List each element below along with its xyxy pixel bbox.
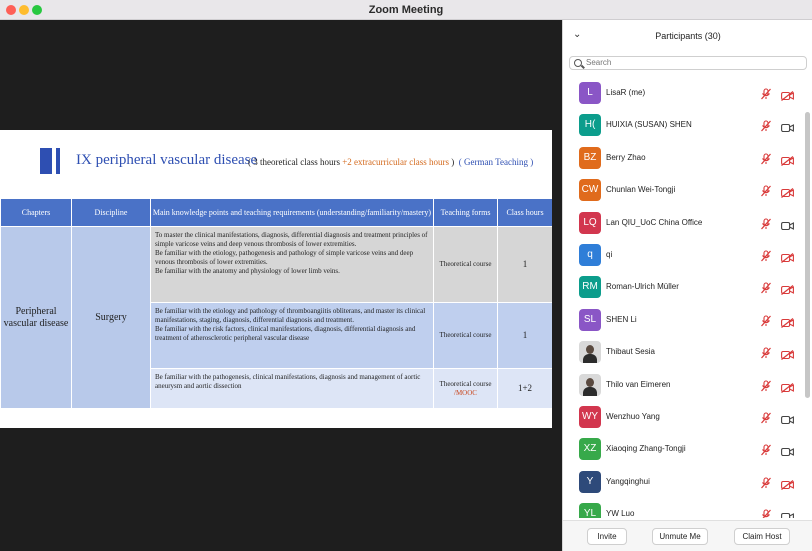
participant-row[interactable]: [563, 208, 807, 240]
participant-row[interactable]: [563, 143, 807, 175]
participant-name: YW Luo: [606, 509, 635, 518]
participant-list-scrollbar[interactable]: [805, 112, 810, 398]
video-icon: [781, 120, 794, 130]
hours-cell: 1: [498, 303, 553, 369]
slide-meta-hours: ( 3 theoretical class hours: [248, 157, 343, 167]
form-cell: [434, 369, 498, 409]
participant-name: Roman-Ulrich Müller: [606, 282, 679, 292]
window-title: Zoom Meeting: [368, 4, 444, 16]
participant-name: Yangqinghui: [606, 476, 650, 486]
avatar-initials: LQ: [583, 216, 597, 228]
title-bar: [0, 0, 812, 20]
video-icon: [781, 444, 794, 454]
mic-muted-icon: [760, 87, 772, 99]
avatar: [579, 309, 601, 331]
avatar: [579, 244, 601, 266]
header-knowledge: Main knowledge points and teaching requirements (understanding/familiarity/mastery): [151, 199, 434, 227]
avatar-initials: CW: [581, 184, 599, 196]
form-extra-text: /MOOC: [454, 388, 477, 397]
video-off-icon: [781, 153, 794, 163]
avatar-initials: WY: [581, 411, 599, 422]
avatar: [579, 179, 601, 201]
participants-header: [563, 20, 812, 54]
participant-row[interactable]: [563, 499, 807, 518]
video-off-icon: [781, 315, 794, 325]
claim-host-button[interactable]: Claim Host: [734, 528, 790, 545]
participant-name: Xiaoqing Zhang-Tongji: [606, 444, 686, 454]
video-off-icon: [781, 347, 794, 357]
header-class-hours: Class hours: [498, 199, 553, 227]
participant-name: Wenzhuo Yang: [606, 412, 660, 421]
avatar-initials: SL: [583, 313, 597, 325]
avatar-photo-head: [586, 378, 594, 387]
video-off-icon: [781, 185, 794, 195]
invite-button[interactable]: Invite: [587, 528, 627, 545]
mic-muted-icon: [760, 281, 772, 293]
participant-row[interactable]: [563, 434, 807, 466]
slide-header: [0, 130, 552, 198]
participant-name: Thilo van Eimeren: [606, 379, 671, 389]
avatar-initials: XZ: [583, 443, 597, 455]
mic-muted-icon: [760, 217, 772, 229]
video-icon: [781, 412, 794, 422]
video-off-icon: [781, 380, 794, 390]
participant-name: qi: [606, 250, 613, 259]
unmute-me-button[interactable]: Unmute Me: [652, 528, 708, 545]
avatar: [579, 374, 601, 396]
participants-title: Participants (30): [655, 31, 721, 41]
search-placeholder: Search: [586, 58, 612, 67]
mic-muted-icon: [760, 152, 772, 164]
avatar-photo-body: [583, 354, 597, 363]
knowledge-cell: Be familiar with the etiology and pathology of thromboangiitis obliterans, and master its clinical manifestations, staging, diagnosis, differential diagnosis and treatment. Be familiar with the risk factors, clinical manifestations, diagnosis, differential diagnosis and treatment of atherosclerotic peripheral vascular disease: [151, 303, 434, 369]
chapter-cell: Peripheral vascular disease: [1, 227, 72, 409]
slide-meta-teaching: ( German Teaching ): [458, 157, 534, 167]
participant-name: Thibaut Sesia: [606, 347, 655, 357]
hours-cell: 1+2: [498, 369, 553, 409]
mic-muted-icon: [760, 443, 772, 455]
syllabus-table: [0, 198, 552, 409]
participant-name: Lan QIU_UoC China Office: [606, 217, 703, 227]
header-chapters: Chapters: [1, 199, 72, 227]
slide-meta: [248, 157, 533, 167]
mic-muted-icon: [760, 119, 772, 131]
avatar: [579, 82, 601, 104]
participant-row[interactable]: [563, 175, 807, 207]
form-cell: [434, 227, 498, 303]
hours-cell: 1: [498, 227, 553, 303]
knowledge-cell: Be familiar with the pathogenesis, clinical manifestations, diagnosis and management of aortic aneurysm and aortic dissection: [151, 369, 434, 409]
participant-row[interactable]: [563, 467, 807, 499]
mic-muted-icon: [760, 476, 772, 488]
form-cell: [434, 303, 498, 369]
avatar-initials: H(: [584, 119, 596, 131]
avatar-initials: Y: [586, 475, 594, 487]
avatar: [579, 212, 601, 234]
slide-accent-bar: [40, 148, 52, 174]
avatar-initials: q: [587, 249, 593, 260]
video-off-icon: [781, 477, 794, 487]
form-text: Theoretical course: [439, 331, 492, 339]
participant-row[interactable]: [563, 272, 807, 304]
mic-muted-icon: [760, 379, 772, 391]
participant-row[interactable]: [563, 240, 807, 272]
participant-row[interactable]: [563, 110, 807, 142]
participant-name: HUIXIA (SUSAN) SHEN: [606, 120, 692, 130]
participant-name: SHEN Li: [606, 314, 637, 324]
participant-row[interactable]: [563, 370, 807, 402]
avatar: [579, 406, 601, 428]
video-icon: [781, 218, 794, 228]
participant-search-input[interactable]: [569, 56, 807, 70]
slide-meta-extra: +2 extracurricular class hours: [342, 157, 450, 167]
form-text: Theoretical course: [439, 260, 492, 268]
avatar: [579, 147, 601, 169]
avatar-initials: BZ: [583, 151, 597, 163]
mic-muted-icon: [760, 184, 772, 196]
participant-row[interactable]: [563, 337, 807, 369]
participant-name: LisaR (me): [606, 88, 646, 97]
shared-slide: [0, 130, 552, 428]
header-discipline: Discipline: [72, 199, 151, 227]
avatar: [579, 438, 601, 460]
avatar-initials: L: [587, 87, 593, 98]
avatar: [579, 341, 601, 363]
participants-footer: [563, 520, 812, 551]
avatar-initials: RM: [582, 281, 598, 293]
table-row: [1, 227, 553, 303]
knowledge-cell: To master the clinical manifestations, diagnosis, differential diagnosis and treatment principles of simple varicose veins and deep venous thrombosis of lower extremities. Be familiar with the etiology, pathogenesis and pathology of simple varicose veins and deep venous thrombosis of lower extremities. Be familiar with the anatomy and physiology of lower limb veins.: [151, 227, 434, 303]
participants-panel: [562, 20, 812, 551]
mic-muted-icon: [760, 411, 772, 423]
avatar-initials: YL: [583, 508, 597, 518]
avatar-photo-body: [583, 387, 597, 396]
video-off-icon: [781, 250, 794, 260]
participant-row[interactable]: [563, 305, 807, 337]
video-icon: [781, 509, 794, 518]
mic-muted-icon: [760, 346, 772, 358]
participant-list: [563, 78, 807, 518]
participant-row[interactable]: [563, 78, 807, 110]
avatar-photo-head: [586, 345, 594, 354]
shared-screen-area: [0, 20, 562, 551]
avatar: [579, 114, 601, 136]
discipline-cell: Surgery: [72, 227, 151, 409]
form-text: Theoretical course: [439, 379, 492, 388]
avatar: [579, 503, 601, 518]
avatar: [579, 276, 601, 298]
video-off-icon: [781, 88, 794, 98]
slide-meta-close: ): [449, 157, 455, 167]
mic-muted-icon: [760, 508, 772, 518]
header-teaching-forms: Teaching forms: [434, 199, 498, 227]
participant-name: Chunlan Wei-Tongji: [606, 185, 676, 195]
mic-muted-icon: [760, 314, 772, 326]
mic-muted-icon: [760, 249, 772, 261]
collapse-chevron-icon[interactable]: ⌄: [573, 29, 582, 40]
participant-row[interactable]: [563, 402, 807, 434]
slide-accent-bar-thin: [56, 148, 60, 174]
slide-title: IX peripheral vascular disease: [76, 152, 258, 168]
avatar: [579, 471, 601, 493]
search-icon: [574, 59, 582, 67]
video-off-icon: [781, 282, 794, 292]
participant-name: Berry Zhao: [606, 152, 646, 162]
